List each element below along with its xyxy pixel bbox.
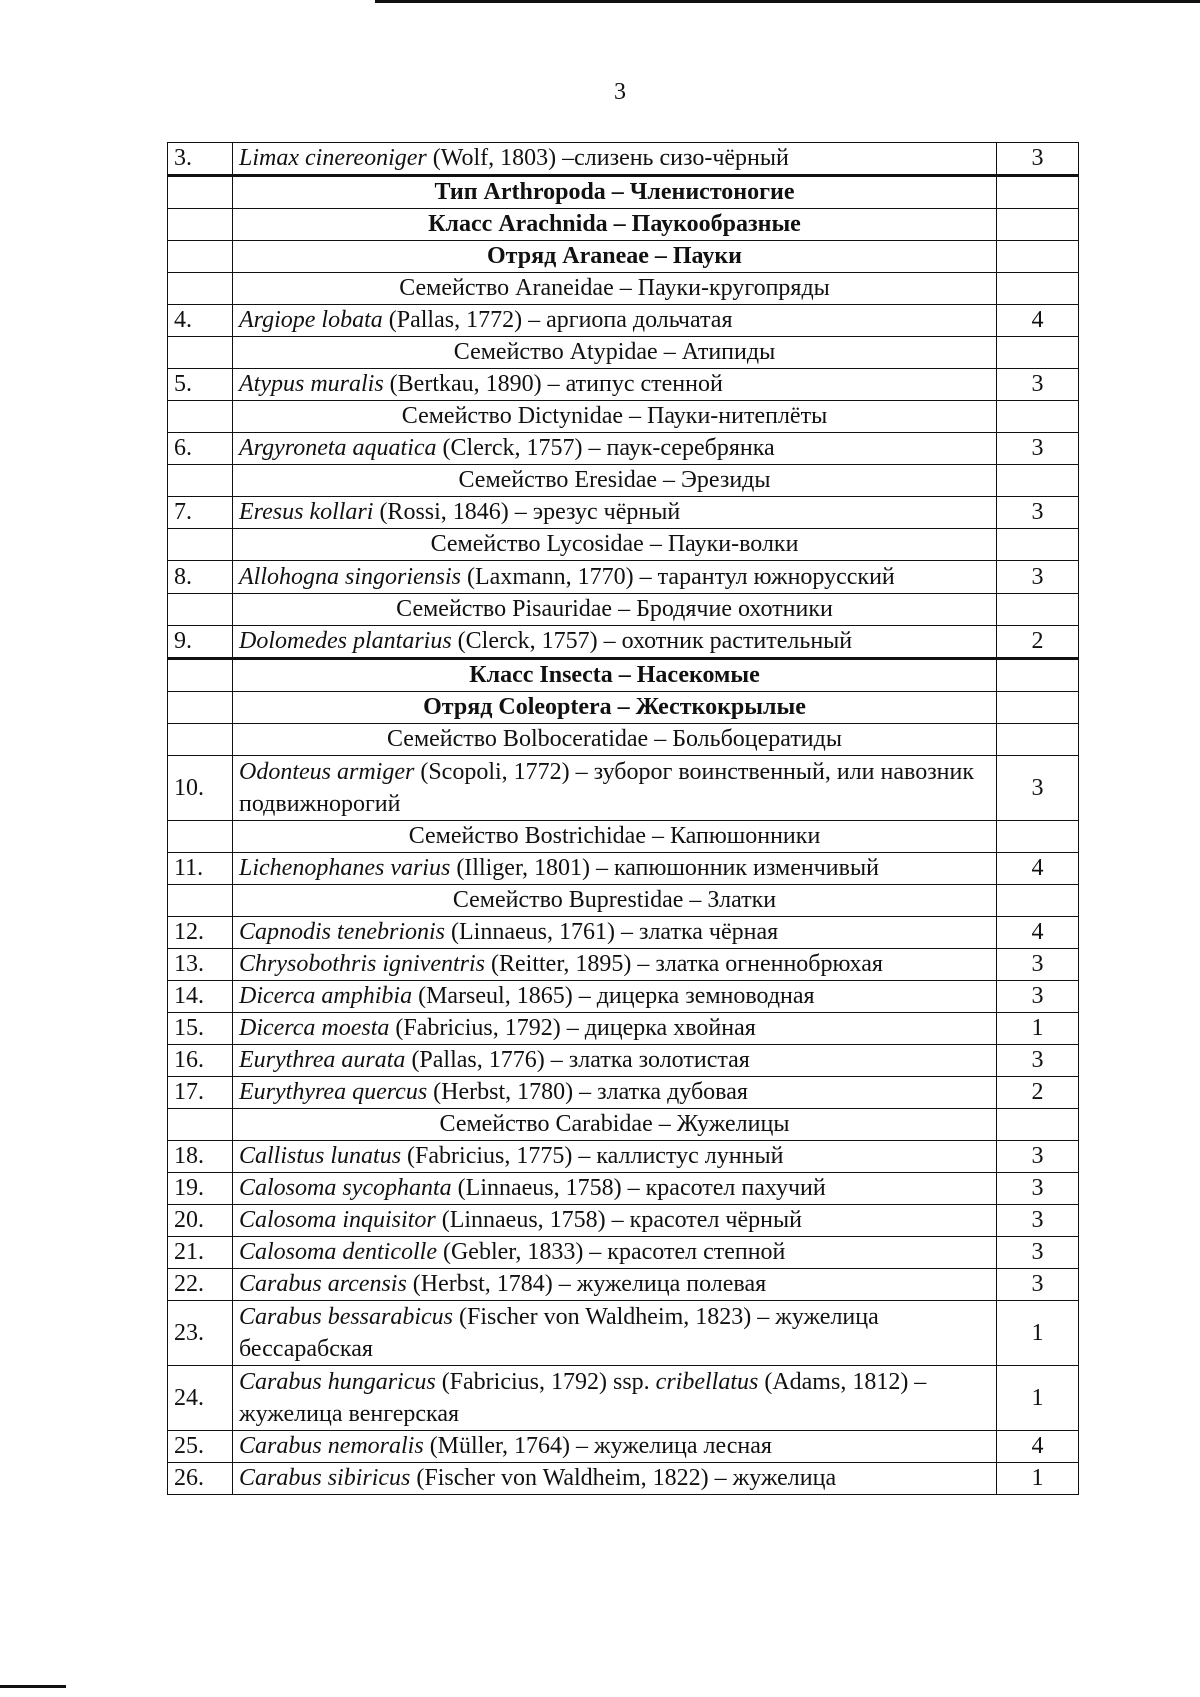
- category-cell: 1: [997, 1366, 1079, 1431]
- bottom-margin-mark: [0, 1685, 66, 1688]
- row-number: 21.: [168, 1237, 233, 1269]
- author-and-common-name: (Herbst, 1784) – жужелица полевая: [406, 1271, 767, 1297]
- species-name-cell: [233, 1366, 997, 1431]
- scientific-name: Carabus bessarabicus: [239, 1304, 454, 1330]
- author-and-common-name: (Gebler, 1833) – красотел степной: [436, 1239, 786, 1265]
- category-cell: [997, 401, 1079, 433]
- taxon-header: Класс Arachnida – Паукообразные: [233, 209, 997, 241]
- species-name-cell: [233, 1269, 997, 1301]
- author-and-common-name: (Marseul, 1865) – дицерка земноводная: [412, 983, 815, 1009]
- table-row: [168, 305, 1079, 337]
- row-number: [168, 1109, 233, 1141]
- taxon-header-row: [168, 692, 1079, 724]
- scientific-name: Atypus muralis: [239, 371, 384, 397]
- category-cell: 3: [997, 561, 1079, 594]
- category-cell: 3: [997, 756, 1079, 821]
- species-name-cell: [233, 917, 997, 949]
- author-and-common-name: (Illiger, 1801) – капюшонник изменчивый: [450, 855, 879, 881]
- author-and-common-name: (Fabricius, 1792) ssp.: [435, 1369, 656, 1395]
- row-number: [168, 821, 233, 853]
- category-cell: [997, 529, 1079, 561]
- taxon-header-row: [168, 659, 1079, 692]
- category-cell: [997, 241, 1079, 273]
- taxon-header-row: [168, 241, 1079, 273]
- author-and-common-name: (Laxmann, 1770) – тарантул южнорусский: [461, 564, 895, 590]
- scientific-name: Dicerca amphibia: [239, 983, 413, 1009]
- category-cell: 4: [997, 305, 1079, 337]
- scientific-name: Argiope lobata: [239, 307, 383, 333]
- table-row: [168, 369, 1079, 401]
- author-and-common-name: (Müller, 1764) – жужелица лесная: [423, 1433, 772, 1459]
- row-number: [168, 594, 233, 626]
- scientific-name: Allohogna singoriensis: [239, 564, 462, 590]
- table-row: [168, 756, 1079, 821]
- family-title: Семейство Buprestidae – Златки: [233, 885, 997, 917]
- family-row: [168, 821, 1079, 853]
- family-title: Семейство Bostrichidae – Капюшонники: [233, 821, 997, 853]
- scientific-name: Callistus lunatus: [239, 1143, 402, 1169]
- row-number: [168, 209, 233, 241]
- species-name-cell: [233, 1077, 997, 1109]
- table-row: [168, 981, 1079, 1013]
- row-number: 8.: [168, 561, 233, 594]
- author-and-common-name: (Fischer von Waldheim, 1823) – жужелица бессарабская: [239, 1304, 879, 1362]
- family-row: [168, 465, 1079, 497]
- species-name-cell: [233, 1237, 997, 1269]
- scientific-name: Capnodis tenebrionis: [239, 919, 446, 945]
- row-number: 10.: [168, 756, 233, 821]
- taxon-header: Класс Insecta – Насекомые: [233, 659, 997, 692]
- author-and-common-name: (Linnaeus, 1758) – красотел пахучий: [451, 1175, 826, 1201]
- row-number: [168, 885, 233, 917]
- species-name-cell: [233, 1013, 997, 1045]
- scientific-name: Argyroneta aquatica: [239, 435, 437, 461]
- author-and-common-name: (Rossi, 1846) – эрезус чёрный: [373, 499, 681, 525]
- category-cell: 3: [997, 1045, 1079, 1077]
- row-number: 4.: [168, 305, 233, 337]
- category-cell: 1: [997, 1301, 1079, 1366]
- category-cell: 3: [997, 497, 1079, 529]
- table-row: [168, 497, 1079, 529]
- category-cell: 3: [997, 1237, 1079, 1269]
- category-cell: 4: [997, 1431, 1079, 1463]
- row-number: 23.: [168, 1301, 233, 1366]
- page-number: 3: [614, 79, 626, 105]
- table-row: [168, 1173, 1079, 1205]
- category-cell: [997, 1109, 1079, 1141]
- category-cell: 4: [997, 917, 1079, 949]
- table-row: [168, 1366, 1079, 1431]
- table-row: [168, 853, 1079, 885]
- species-name-cell: [233, 949, 997, 981]
- row-number: [168, 176, 233, 209]
- row-number: 25.: [168, 1431, 233, 1463]
- row-number: 7.: [168, 497, 233, 529]
- taxon-header-row: [168, 176, 1079, 209]
- species-name-cell: [233, 1141, 997, 1173]
- category-cell: 3: [997, 1269, 1079, 1301]
- species-table: [167, 142, 1079, 1495]
- category-cell: 3: [997, 143, 1079, 176]
- author-and-common-name: (Pallas, 1776) – златка золотистая: [405, 1047, 750, 1073]
- author-and-common-name: (Reitter, 1895) – златка огненнобрюхая: [485, 951, 883, 977]
- row-number: 3.: [168, 143, 233, 176]
- species-name-cell: [233, 1301, 997, 1366]
- species-name-cell: [233, 305, 997, 337]
- scientific-name: Eurythyrea quercus: [239, 1079, 428, 1105]
- table-row: [168, 1431, 1079, 1463]
- category-cell: [997, 209, 1079, 241]
- family-title: Семейство Bolboceratidae – Больбоцератиды: [233, 724, 997, 756]
- table-row: [168, 917, 1079, 949]
- family-row: [168, 337, 1079, 369]
- species-name-cell: [233, 1173, 997, 1205]
- author-and-common-name: (Bertkau, 1890) – атипус стенной: [383, 371, 723, 397]
- species-name-cell: [233, 1205, 997, 1237]
- row-number: 9.: [168, 626, 233, 659]
- scientific-name: Calosoma denticolle: [239, 1239, 437, 1265]
- category-cell: [997, 273, 1079, 305]
- row-number: 12.: [168, 917, 233, 949]
- family-title: Семейство Pisauridae – Бродячие охотники: [233, 594, 997, 626]
- author-and-common-name: (Linnaeus, 1761) – златка чёрная: [445, 919, 779, 945]
- author-and-common-name: (Clerck, 1757) – охотник растительный: [451, 628, 853, 654]
- species-name-cell: [233, 626, 997, 659]
- taxon-header: Тип Arthropoda – Членистоногие: [233, 176, 997, 209]
- table-row: [168, 433, 1079, 465]
- scientific-name: Lichenophanes varius: [239, 855, 451, 881]
- author-and-common-name: (Pallas, 1772) – аргиопа дольчатая: [382, 307, 733, 333]
- category-cell: 3: [997, 1173, 1079, 1205]
- author-and-common-name: (Linnaeus, 1758) – красотел чёрный: [435, 1207, 802, 1233]
- table-row: [168, 143, 1079, 176]
- category-cell: 3: [997, 1205, 1079, 1237]
- subspecies-name: cribellatus: [655, 1369, 759, 1395]
- table-row: [168, 561, 1079, 594]
- category-cell: [997, 885, 1079, 917]
- table-row: [168, 1463, 1079, 1495]
- author-and-common-name: (Wolf, 1803) –слизень сизо-чёрный: [426, 145, 789, 171]
- scientific-name: Carabus nemoralis: [239, 1433, 424, 1459]
- species-name-cell: [233, 981, 997, 1013]
- author-and-common-name: (Fabricius, 1775) – каллистус лунный: [401, 1143, 784, 1169]
- species-name-cell: [233, 143, 997, 176]
- species-table-body: [168, 143, 1079, 1495]
- table-row: [168, 1013, 1079, 1045]
- category-cell: [997, 692, 1079, 724]
- family-row: [168, 273, 1079, 305]
- category-cell: [997, 465, 1079, 497]
- scientific-name: Chrysobothris igniventris: [239, 951, 486, 977]
- row-number: [168, 692, 233, 724]
- author-and-common-name-continued: (Adams, 1812) – жужелица венгерская: [239, 1369, 927, 1427]
- category-cell: 2: [997, 626, 1079, 659]
- row-number: 17.: [168, 1077, 233, 1109]
- row-number: [168, 337, 233, 369]
- family-row: [168, 885, 1079, 917]
- family-row: [168, 1109, 1079, 1141]
- category-cell: 3: [997, 981, 1079, 1013]
- category-cell: 3: [997, 1141, 1079, 1173]
- family-title: Семейство Atypidae – Атипиды: [233, 337, 997, 369]
- family-title: Семейство Araneidae – Пауки-кругопряды: [233, 273, 997, 305]
- category-cell: 1: [997, 1013, 1079, 1045]
- row-number: 11.: [168, 853, 233, 885]
- family-row: [168, 724, 1079, 756]
- species-name-cell: [233, 561, 997, 594]
- scientific-name: Calosoma sycophanta: [239, 1175, 452, 1201]
- species-name-cell: [233, 369, 997, 401]
- species-name-cell: [233, 433, 997, 465]
- category-cell: [997, 821, 1079, 853]
- taxon-header: Отряд Araneae – Пауки: [233, 241, 997, 273]
- category-cell: 3: [997, 369, 1079, 401]
- category-cell: [997, 594, 1079, 626]
- row-number: [168, 724, 233, 756]
- scientific-name: Calosoma inquisitor: [239, 1207, 436, 1233]
- family-title: Семейство Eresidae – Эрезиды: [233, 465, 997, 497]
- author-and-common-name: (Herbst, 1780) – златка дубовая: [427, 1079, 748, 1105]
- row-number: 19.: [168, 1173, 233, 1205]
- scientific-name: Carabus arcensis: [239, 1271, 407, 1297]
- row-number: [168, 529, 233, 561]
- category-cell: [997, 724, 1079, 756]
- family-title: Семейство Dictynidae – Пауки-нитеплёты: [233, 401, 997, 433]
- scientific-name: Eresus kollari: [239, 499, 374, 525]
- species-name-cell: [233, 1045, 997, 1077]
- species-name-cell: [233, 1463, 997, 1495]
- table-row: [168, 626, 1079, 659]
- table-row: [168, 1205, 1079, 1237]
- row-number: 5.: [168, 369, 233, 401]
- row-number: 14.: [168, 981, 233, 1013]
- row-number: 26.: [168, 1463, 233, 1495]
- row-number: [168, 659, 233, 692]
- row-number: [168, 273, 233, 305]
- row-number: [168, 241, 233, 273]
- family-title: Семейство Lycosidae – Пауки-волки: [233, 529, 997, 561]
- author-and-common-name: (Scopoli, 1772) – зуборог воинственный, или навозник подвижнорогий: [239, 759, 975, 817]
- author-and-common-name: (Fischer von Waldheim, 1822) – жужелица: [410, 1465, 837, 1491]
- top-rule: [375, 0, 1200, 3]
- scientific-name: Limax cinereoniger: [239, 145, 427, 171]
- taxon-header-row: [168, 209, 1079, 241]
- table-row: [168, 1141, 1079, 1173]
- row-number: 22.: [168, 1269, 233, 1301]
- family-row: [168, 594, 1079, 626]
- scientific-name: Dicerca moesta: [239, 1015, 390, 1041]
- species-name-cell: [233, 853, 997, 885]
- row-number: 15.: [168, 1013, 233, 1045]
- species-name-cell: [233, 1431, 997, 1463]
- scientific-name: Odonteus armiger: [239, 759, 415, 785]
- author-and-common-name: (Fabricius, 1792) – дицерка хвойная: [389, 1015, 756, 1041]
- category-cell: [997, 337, 1079, 369]
- species-name-cell: [233, 756, 997, 821]
- family-row: [168, 529, 1079, 561]
- taxon-header: Отряд Coleoptera – Жесткокрылые: [233, 692, 997, 724]
- category-cell: 1: [997, 1463, 1079, 1495]
- scientific-name: Carabus sibiricus: [239, 1465, 411, 1491]
- category-cell: 3: [997, 949, 1079, 981]
- table-row: [168, 1269, 1079, 1301]
- category-cell: 4: [997, 853, 1079, 885]
- row-number: 24.: [168, 1366, 233, 1431]
- family-title: Семейство Carabidae – Жужелицы: [233, 1109, 997, 1141]
- table-row: [168, 1045, 1079, 1077]
- row-number: 13.: [168, 949, 233, 981]
- category-cell: 3: [997, 433, 1079, 465]
- row-number: [168, 401, 233, 433]
- row-number: 18.: [168, 1141, 233, 1173]
- category-cell: [997, 176, 1079, 209]
- species-name-cell: [233, 497, 997, 529]
- scientific-name: Eurythrea aurata: [239, 1047, 406, 1073]
- table-row: [168, 1301, 1079, 1366]
- scientific-name: Dolomedes plantarius: [239, 628, 452, 654]
- row-number: 20.: [168, 1205, 233, 1237]
- table-row: [168, 1077, 1079, 1109]
- author-and-common-name: (Clerck, 1757) – паук-серебрянка: [436, 435, 775, 461]
- table-row: [168, 1237, 1079, 1269]
- row-number: 16.: [168, 1045, 233, 1077]
- table-row: [168, 949, 1079, 981]
- row-number: 6.: [168, 433, 233, 465]
- row-number: [168, 465, 233, 497]
- category-cell: 2: [997, 1077, 1079, 1109]
- scientific-name: Carabus hungaricus: [239, 1369, 436, 1395]
- family-row: [168, 401, 1079, 433]
- category-cell: [997, 659, 1079, 692]
